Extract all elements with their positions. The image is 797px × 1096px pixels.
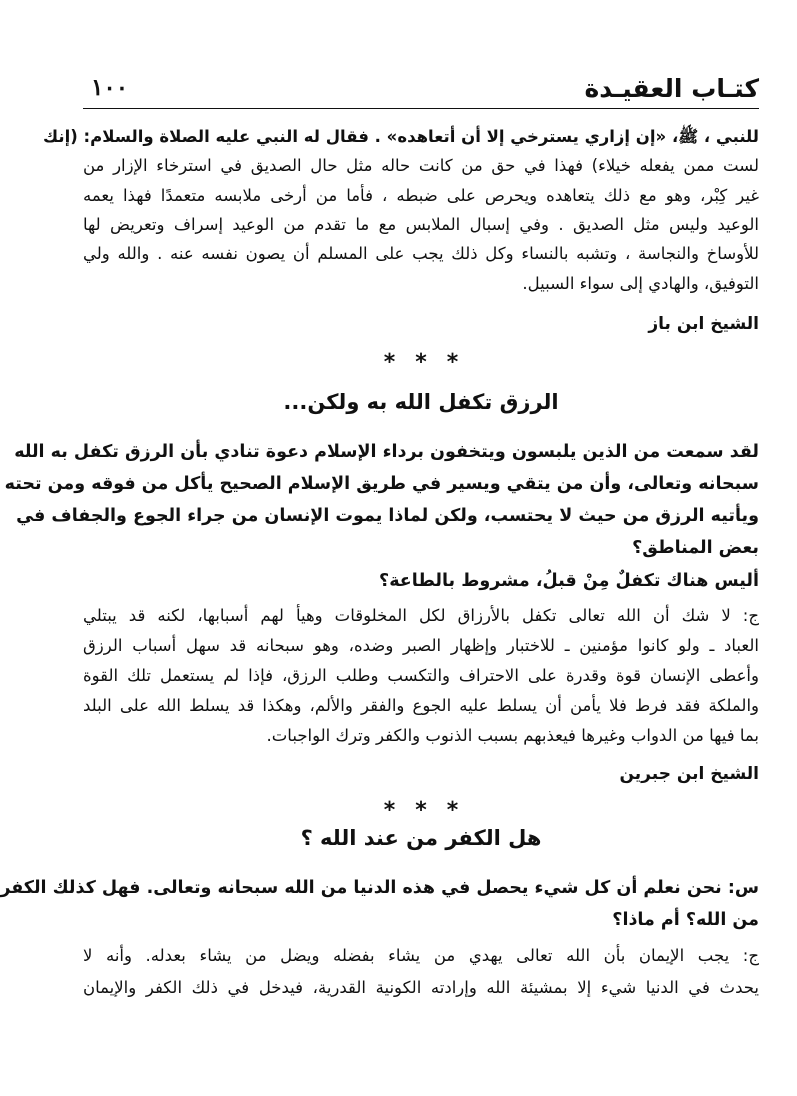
- separator-star: *: [383, 798, 396, 823]
- separator-star: *: [446, 350, 459, 375]
- book-title: كتـاب العقيـدة: [584, 74, 759, 103]
- answer-line: ج: لا شك أن الله تعالى تكفل بالأرزاق لكل المخلوقات وهيأ لهم أسبابها، لكنه قد يبتلي: [83, 606, 759, 625]
- question-line: من الله؟ أم ماذا؟: [612, 910, 759, 930]
- paragraph-line: الوعيد وليس مثل الصديق . وفي إسبال الملابس مع ما تقدم من الوعيد إسراف وتعريض لها: [83, 215, 759, 234]
- signature-ibn-baz: الشيخ ابن باز: [648, 314, 759, 334]
- section-title: هل الكفر من عند الله ؟: [300, 826, 542, 850]
- paragraph-line: للأوساخ والنجاسة ، وتشبه بالنساء وكل ذلك يجب على المسلم أن يصون نفسه عنه . والله ولي: [83, 244, 759, 263]
- separator-star: *: [415, 350, 427, 375]
- section-separator: [83, 350, 759, 375]
- paragraph-line: التوفيق، والهادي إلى سواء السبيل.: [522, 274, 759, 293]
- section-separator: [83, 798, 759, 823]
- paragraph-line: لست ممن يفعله خيلاء) فهذا في حق من كانت حاله مثل حال الصديق في استرخاء الإزار من: [83, 156, 759, 175]
- paragraph-line: غير كِبْر، وهو مع ذلك يتعاهده ويحرص على ضبطه ، فأما من أرخى ملابسه متعمدًا فهذا يعمه: [83, 186, 759, 205]
- question-line: سبحانه وتعالى، وأن من يتقي ويسير في طريق الإسلام الصحيح يأكل من فوقه ومن تحته: [4, 474, 759, 494]
- question-line: س: نحن نعلم أن كل شيء يحصل في هذه الدنيا من الله سبحانه وتعالى. فهل كذلك الكفر: [0, 878, 759, 898]
- question-line: بعض المناطق؟: [632, 538, 759, 558]
- answer-line: العباد ـ ولو كانوا مؤمنين ـ للاختبار وإظهار الصبر وضده، وهو سبحانه قد سهل أسباب الرزق: [83, 636, 759, 655]
- question-line: أليس هناك تكفلٌ مِنْ قبلُ، مشروط بالطاعة؟: [379, 571, 759, 591]
- answer-line: وأعطى الإنسان قوة وقدرة على الاحتراف والتكسب وطلب الرزق، فإذا لم يستعمل تلك القوة: [83, 666, 759, 685]
- separator-star: *: [415, 798, 427, 823]
- page-number: ١٠٠: [91, 74, 129, 101]
- signature-ibn-jibreen: الشيخ ابن جبرين: [619, 764, 759, 784]
- separator-star: *: [383, 350, 396, 375]
- book-page: [0, 68, 759, 997]
- question-line: لقد سمعت من الذين يلبسون ويتخفون برداء الإسلام دعوة تنادي بأن الرزق تكفل به الله: [14, 442, 759, 462]
- answer-line: والملكة فقد فرط فلا يأمن أن يسلط عليه الجوع والفقر والألم، وهكذا قد يسلط الله على البلد: [83, 696, 759, 715]
- question-line: ويأتيه الرزق من حيث لا يحتسب، ولكن لماذا يموت الإنسان من جراء الجوع والجفاف في: [16, 506, 759, 526]
- separator-star: *: [446, 798, 459, 823]
- paragraph-line: للنبي ، ﷺ، «إن إزاري يسترخي إلا أن أتعاهده» . فقال له النبي عليه الصلاة والسلام: (إنك: [43, 127, 759, 146]
- section-title: الرزق تكفل الله به ولكن...: [283, 390, 559, 414]
- page-header: [83, 68, 759, 109]
- answer-line: بما فيها من الدواب وغيرها فيعذبهم بسبب الذنوب والكفر وترك الواجبات.: [266, 726, 759, 745]
- answer-line: ج: يجب الإيمان بأن الله تعالى يهدي من يشاء بفضله ويضل من يشاء بعدله. وأنه لا: [83, 946, 759, 965]
- answer-line: يحدث في الدنيا شيء إلا بمشيئة الله وإرادته الكونية القدرية، فيدخل في ذلك الكفر والإيمان: [83, 978, 759, 997]
